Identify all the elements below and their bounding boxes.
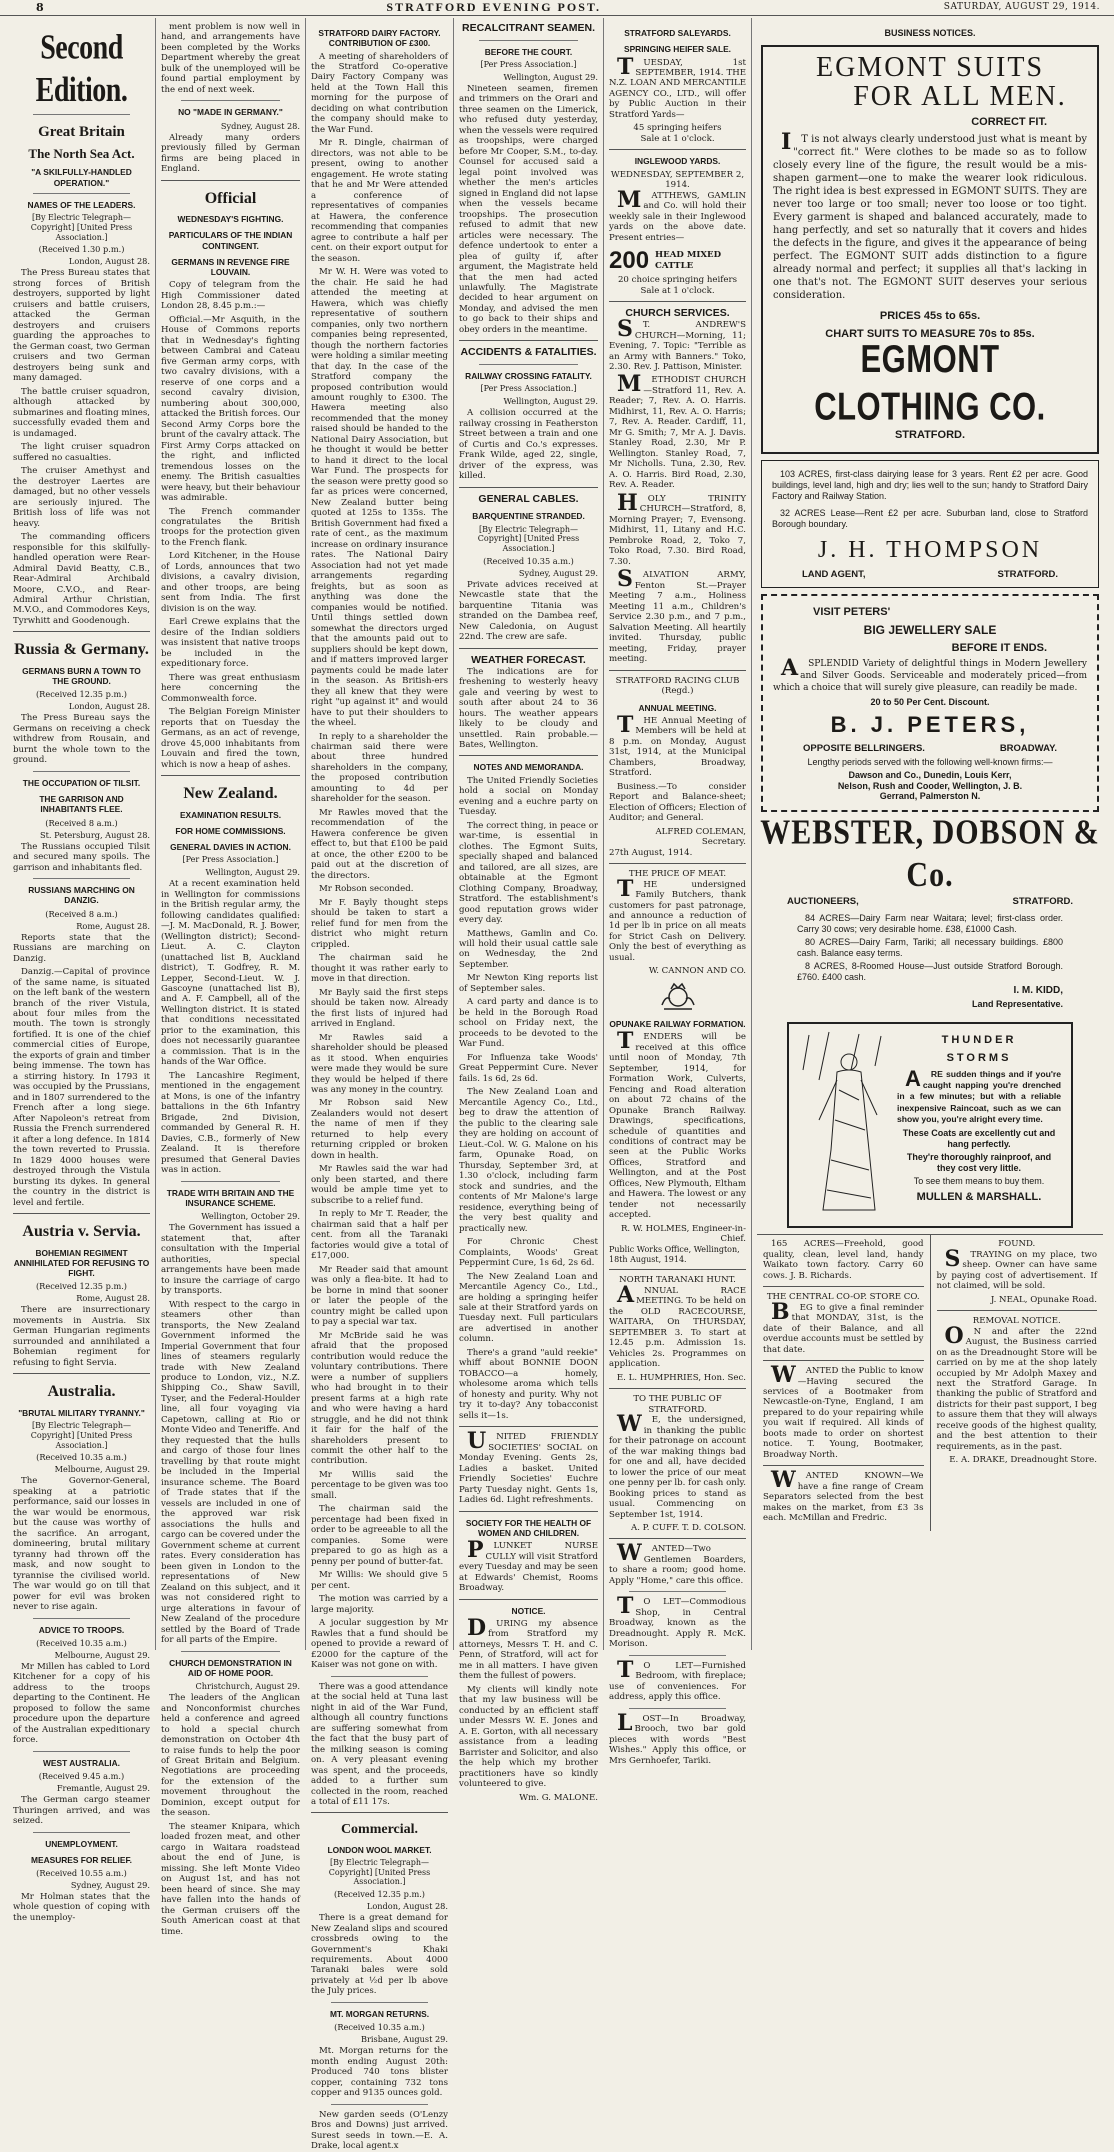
accidents-heading: ACCIDENTS & FATALITIES.: [460, 346, 597, 359]
subhead: WEST AUSTRALIA.: [43, 1757, 120, 1768]
dateline: Brisbane, August 29.: [360, 2034, 448, 2045]
ad-line: To see them means to buy them.: [913, 1175, 1045, 1186]
royal-crest-icon: [656, 981, 700, 1013]
dateline: Fremantle, August 29.: [56, 1783, 150, 1794]
ad-line: 103 ACRES, first-class dairying lease for 3 years. Rent £2 per acre. Good buildings, level land, high and dry; lies well to the sun; handy to Stratford Dairy Factory and Railway Station.: [772, 469, 1088, 501]
subhead: GERMANS BURN A TOWN TO THE GROUND.: [22, 665, 141, 687]
ad-line: Land Representative.: [971, 999, 1063, 1010]
paragraph: The indications are for freshening to westerly heavy gale and veering by west to south after about 24 to 36 hours. The weather appears likely to be cloudy and unsettled. Rain probable.—Bates, Wellington.: [459, 666, 598, 750]
paragraph: Mr Rawles said a shareholder should be pleased as it stood. When enquiries were made they would be sure they would be helped if there was any money in the country.: [311, 1032, 448, 1095]
subhead: GERMANS IN REVENGE FIRE LOUVAIN.: [171, 256, 290, 278]
paragraph: TENDERS will be received at this office until noon of Monday, 7th September, 1914, for Formation Work, Culverts, Fencing and Road alteration on about 72 chains of the Opunake Branch Railway. Drawings, specifications, schedule of quantities and conditions of contract may be seen at the Public Works Offices, Stratford and Wellington, and at the Post Offices, New Plymouth, Eltham and Hawera. The lowest or any tender not necessarily accepted.: [609, 1028, 746, 1221]
paragraph: WE, the undersigned, in thanking the public for their patronage on account of the war making things bad for one and all, have decided to lower the price of our meat one penny per lb. for cash only. Booking prices to stand as usual. Commencing on September 1st, 1914.: [609, 1411, 746, 1520]
ad-line: OPPOSITE BELLRINGERS.: [803, 742, 925, 754]
subhead: UNEMPLOYMENT.: [45, 1838, 118, 1849]
peters-advertisement: [761, 594, 1099, 813]
ad-line: 8 ACRES, 8-Roomed House—Just outside Stratford Borough. £760. £400 cash.: [797, 961, 1063, 983]
received-line: (Received 8 a.m.): [45, 817, 118, 828]
credit-line: [Per Press Association.]: [182, 855, 279, 865]
new-zealand-heading: New Zealand.: [183, 785, 278, 803]
paragraph: Danzig.—Capital of province of the same name, is situated on the left bank of the western branch of the river Vistula, about four miles from the mouth. The town is strongly fortified. It is one of the chief commercial cities of Europe, the exports of grain and timber being immense. The town has a stirring history. In 1793 it was occupied by the Prussians, and in 1807 surrendered to the French after a long siege. After Napoleon's retreat from Russia the French surrendered it after a long defence. In 1814 the town reverted to Prussia. In 1829 4000 houses were destroyed through the Vistula bursting its dykes. In general the country in the district is level and fertile.: [13, 967, 150, 1208]
paragraph: Mr Robson said New Zealanders would not desert the name of men if they returned to help every returning crippled or broken down in health.: [311, 1098, 448, 1161]
dateline: Christchurch, August 29.: [195, 1681, 300, 1692]
received-line: (Received 8 a.m.): [45, 908, 118, 919]
webster-dobson-name: WEBSTER, DOBSON & Co.: [760, 814, 1100, 895]
paragraph: Private advices received at Newcastle state that the barquentine Titania was stranded on the Dambea reef, New Caledonia, on August 22nd. The crew are safe.: [459, 579, 598, 643]
dateline: London, August 28.: [68, 701, 150, 712]
column-1: [8, 18, 156, 1923]
credit-line: [By Electric Telegraph—Copyright] [United Press Association.]: [477, 524, 580, 554]
signature: Wm. G. MALONE.: [519, 1792, 598, 1803]
official-heading: Official: [204, 189, 257, 207]
ad-body: ASPLENDID Variety of delightful things in Modern Jewellery and Silver Goods. Serviceable and moderately priced—from which a choice that will surely give pleasure, can readily be made.: [773, 655, 1087, 693]
paragraph: The battle cruiser squadron, although attacked by submarines and floating mines, successfully evaded them and is undamaged.: [13, 386, 150, 439]
subhead: BOHEMIAN REGIMENT ANNIHILATED FOR REFUSING TO FIGHT.: [13, 1247, 150, 1279]
paragraph: The correct thing, in peace or war-time, is essential in clothes. The Egmont Suits, specially shaped and balanced and tailored, are all sizes, are obtainable at the Egmont Clothing Company, Broadway, Stratford. The establishment's good reputation grows wider every day.: [459, 820, 598, 926]
dateline: Sydney, August 29.: [70, 1880, 150, 1890]
paragraph: A jocular suggestion by Mr Rawles that a fund should be opened to provide a reward of £2000 for the capture of the Kaiser was not gone on with.: [311, 1618, 448, 1671]
paragraph: Mr Willis said the percentage to be given was too small.: [311, 1469, 448, 1501]
paragraph: Copy of telegram from the High Commissioner dated London 28, 8.45 p.m.:—: [161, 280, 300, 312]
subhead: WEDNESDAY'S FIGHTING.: [177, 214, 284, 225]
newspaper-title: STRATFORD EVENING POST.: [386, 0, 602, 15]
subhead: OPUNAKE RAILWAY FORMATION.: [609, 1018, 746, 1029]
subhead: BARQUENTINE STRANDED.: [472, 511, 585, 522]
subhead: MT. MORGAN RETURNS.: [329, 2008, 430, 2019]
paragraph: There was a good attendance at the social held at Tuna last night in aid of the War Fund, although all country functions are suffering somewhat from the fact that the busy part of the milking season is coming on. A very pleasant evening was spent, and the proceeds, added to a further sum collected in the room, reached a total of £11 17s.: [311, 1681, 448, 1807]
subhead: THE GARRISON AND INHABITANTS FLEE.: [39, 794, 124, 815]
ad-line: I. M. KIDD,: [1013, 985, 1063, 997]
masthead: [0, 0, 1114, 16]
paragraph: HOLY TRINITY CHURCH—Stratford, 8, Morning Prayer; 7, Evensong. Midhirst, 11, Litany and H.C. Pembroke Road, 2, Toko 7, Toko Road, 7.30. Bird Road, 7.30.: [609, 489, 746, 567]
figure-in-raincoat-illustration: [799, 1030, 889, 1220]
paragraph: Official.—Mr Asquith, in the House of Commons reports that in Wednesday's fighting between Cambrai and Cateau five German army corps, with two cavalry divisions, with a reserve of one corps and a second cavalry division, numbering about 300,000, attacked the British forces. Our Second Army Corps bore the brunt of the cavalry attack. The First Army Corps attacked on the right, and inflicted tremendous losses on the enemy. The British casualties were heavy, but their behaviour was admirable.: [161, 314, 300, 504]
ad-line: CHART SUITS TO MEASURE 70s to 85s.: [825, 327, 1035, 340]
ad-line: These Coats are excellently cut and hang perfectly.: [902, 1127, 1056, 1149]
classified-ad: TO LET—Furnished Bedroom, with fireplace; use of conveniences. For address, apply this office.: [609, 1656, 746, 1703]
ad-line: Public Works Office, Wellington, 18th August, 1914.: [609, 1244, 740, 1264]
received-line: (Received 10.35 a.m.): [36, 1637, 127, 1648]
ad-body: IT is not always clearly understood just what is meant by "correct fit." Were clothes to be made so as to follow closely every line of the figure, the result would be a mis-shapen garment—one to make the wearer look ridiculous. The right idea is best expressed in EGMONT SUITS. They are never too large or too small; never too loose or too tight. Every garment is shaped and balanced accurately, made to hang perfectly, and set so naturally that it covers and hides the defects in the figure, and gives it the appearance of being perfect. The EGMONT SUIT adds distinction to a figure already normal and perfect; it supplies all that's lacking in one that's not. The EGMONT SUIT deserves your serious consideration.: [773, 129, 1087, 302]
subhead: NAMES OF THE LEADERS.: [27, 199, 136, 210]
paragraph: Business.—To consider Report and Balance-sheet; Election of Officers; Election of Auditor; and General.: [609, 781, 746, 824]
paragraph: The Russians occupied Tilsit and secured many spoils. The garrison and inhabitants fled.: [13, 841, 150, 873]
signature: R. W. HOLMES, Engineer-in-Chief.: [620, 1223, 746, 1245]
paragraph: A card party and dance is to be held in the Borough Road school on Friday next, the proceeds to be devoted to the War Fund.: [459, 997, 598, 1050]
dateline: Wellington, October 29.: [201, 1211, 300, 1222]
paragraph: The chairman said the percentage had been fixed in order to be agreeable to all the companies. Some were prepared to go as high as a penny per pound of butter-fat.: [311, 1504, 448, 1567]
ad-line: 27th August, 1914.: [609, 847, 693, 858]
paragraph: My clients will kindly note that my law business will be conducted by an efficient staff under Messrs W. E. Jones and A. E. Gorton, with all necessary assistance from a leading Barrister and Solicitor, and also the help which my brother practitioners have so kindly volunteered to give.: [459, 1684, 598, 1790]
paragraph: ST. ANDREW'S CHURCH—Morning, 11; Evening, 7. Topic: "Terrible as an Army with Banners." Toko, 2.30. Rev. J. Pattison, Minister.: [609, 316, 746, 372]
subhead: BEFORE THE COURT.: [484, 46, 573, 57]
paragraph: ANNUAL RACE MEETING. To be held on the OLD RACECOURSE, WAITARA, On THURSDAY, SEPTEMBER 3. To start at 12.45 p.m. Admission 1s. Vehicles 2s. Programmes on application.: [609, 1281, 746, 1370]
paragraph: The commanding officers responsible for this skilfully-handled operation were Rear-Admiral David Beatty, C.B., Rear-Admiral Archibald Moore, C.V.O., and Rear-Admiral Arthur Christian, M.V.O., and Commodores Keys, Tyrwhitt and Goodenough.: [13, 532, 150, 626]
paragraph: In reply to Mr T. Reader, the chairman said that a half per cent. from all the Taranaki factories would give a total of £17,000.: [311, 1209, 448, 1262]
paragraph: Matthews, Gamlin and Co. will hold their usual cattle sale on Wednesday, the 2nd September.: [459, 928, 598, 970]
cattle-count: 200: [609, 247, 650, 275]
paragraph: With respect to the cargo in steamers other than transports, the New Zealand Government informed the Imperial Government that four lines of steamers regularly trade with New Zealand produce to London, viz., N.Z. Shipping Co., Shaw Savill, Tyser, and the Federal-Houlder line, all four voyaging via Capetown, calling at Rio or Monte Video and Teneriffe. And they requested that the hulls and cargo of those four lines travelling by that route might be included in the Imperial insurance scheme. The Board of Trade states that if the vessels are included in one of the approved war risk associations the hulls and cargo can be covered under the Government scheme at current rates. Every consideration has been given in London to the representations of New Zealand on this subject, and it was not considered right to urge alterations in favour of New Zealand of the procedure settled by the Board of Trade for all parts of the Empire.: [161, 1299, 300, 1646]
ad-line: STRATFORD.: [894, 428, 966, 441]
ad-line: NORTH TARANAKI HUNT.: [619, 1275, 736, 1286]
ad-line: They're thoroughly rainproof, and they cost very little.: [906, 1151, 1052, 1173]
paragraph: A collision occurred at the railway crossing in Featherston Street between a train and one of Curtis and Co.'s expresses. Frank Wilde, aged 22, single, driver of the express, was killed.: [459, 408, 598, 482]
weather-heading: WEATHER FORECAST.: [471, 653, 586, 666]
subhead: "BRUTAL MILITARY TYRANNY.": [18, 1407, 145, 1418]
paragraph: Mt. Morgan returns for the month ending August 20th: Produced 740 tons blister copper, containing 732 tons copper and 9135 ounces gold.: [311, 2046, 448, 2099]
subhead: ANNUAL MEETING.: [638, 702, 717, 713]
storms-heading: STORMS: [946, 1051, 1012, 1064]
removal-heading: REMOVAL NOTICE.: [972, 1316, 1061, 1327]
signature: J. NEAL, Opunake Road.: [990, 1294, 1097, 1305]
received-line: (Received 10.35 a.m.): [36, 1452, 127, 1463]
paragraph: The chairman said he thought it was rather early to move in that direction.: [311, 953, 448, 985]
dateline: London, August 28.: [366, 1901, 448, 1912]
classified-ad: 165 ACRES—Freehold, good quality, clean, level land, handy Waikato town factory. Carry 60 cows. J. B. Richards.: [763, 1239, 924, 1281]
signature: A. P. CUFF. T. D. COLSON.: [631, 1523, 746, 1533]
paragraph: The Government has issued a statement that, after consultation with the Imperial authorities, special arrangements have been made to insure the carriage of cargo by transports.: [161, 1223, 300, 1297]
credit-line: [By Electric Telegraph—Copyright] [United Press Association.]: [328, 1857, 431, 1887]
paragraph: The French commander congratulates the British troops for the protection given to the French flank.: [161, 506, 300, 548]
paragraph: ment problem is now well in hand, and arrangements have been completed by the Works Department whereby the great bulk of the unemployed will be found partial employment by the end of next week.: [161, 22, 300, 95]
paragraph: The light cruiser squadron suffered no casualties.: [13, 442, 150, 463]
russia-heading: Russia & Germany.: [14, 641, 149, 659]
dateline: London, August 28.: [68, 256, 150, 267]
received-line: (Received 1.30 p.m.): [38, 244, 125, 255]
subhead: STRATFORD SALEYARDS.: [624, 28, 731, 38]
ad-line: Sale at 1 o'clock.: [640, 285, 715, 296]
paragraph: The New Zealand Loan and Mercantile Agency Co., Ltd., beg to draw the attention of the public to the clearing sale they are holding on account of Lieut.-Col. W. G. Malone on his farm, Opunake Road, on Thursday, September 3rd, at 1.30 o'clock, including farm stock and sundries, and the contents of Mr Malone's large residence, everything being of the very best quality and practically new.: [459, 1087, 598, 1234]
ad-line: HEAD MIXED CATTLE: [655, 250, 722, 271]
recalcitrant-heading: RECALCITRANT SEAMEN.: [462, 22, 595, 34]
paragraph: Mr Bayly said the first steps should be taken now. Already the first lists of injured had arrived in England.: [311, 987, 448, 1030]
signature: E. L. HUMPHRIES, Hon. Sec.: [616, 1372, 746, 1383]
ad-line: PRICES 45s to 65s.: [879, 310, 981, 323]
paragraph: There are insurrectionary movements in Austria. Six German Hungarian regiments surrounded and annihilated a Bohemian regiment for refusing to fight Servia.: [13, 1305, 150, 1368]
credit-line: [By Electric Telegraph—Copyright] [United Press Association.]: [30, 1421, 133, 1450]
paragraph: The Governor-General, speaking at a patriotic performance, said our losses in the war would be enormous, but the cause was worthy of the sacrifice. An arrogant, domineering, brutal military tyranny had thrown off the mask, and now sought to tyrannise the civilised world. The war would go on till that power for evil was broken never to rise again.: [13, 1476, 150, 1613]
signature: ALFRED COLEMAN, Secretary.: [655, 826, 746, 848]
paragraph: For Influenza take Woods' Great Peppermint Cure. Never fails. 1s 6d, 2s 6d.: [459, 1052, 598, 1084]
ad-line: 84 ACRES—Dairy Farm near Waitara; level; first-class order. Carry 30 cows; very desirable home. £38, £1000 Cash.: [797, 913, 1063, 935]
received-line: (Received 10.35 a.m.): [483, 555, 574, 566]
advertisement: TUESDAY, 1st SEPTEMBER, 1914. THE N.Z. LOAN AND MERCANTILE AGENCY CO., LTD., will offer by Public Auction in their Stratford Yards—: [609, 53, 746, 120]
thompson-advertisement: [761, 460, 1099, 588]
signature: W. CANNON AND CO.: [648, 966, 746, 977]
paragraph: At a recent examination held in Wellington for commissions in the British regular army, the following candidates qualified:—J. M. MacDonald, R. J. Bower, (Wellington district); Second-Lieut. A. C. Clayton (unattached list B, Auckland district), T. Godfrey, R. M. Lepper, Second-Lieut. W. J. Gascoyne (unattached list B), and A. F. Campbell, all of the Wellington district. It is stated that conditions necessitated prior to the examination, this does not necessarily guarantee a commission. That is in the hands of the War Office.: [161, 879, 300, 1068]
paragraph: New garden seeds (O'Lenzy Bros and Downs) just arrived. Surest seeds in town.—E. A. Drake, local agent.x: [311, 2109, 448, 2152]
dateline: St. Petersburg, August 28.: [39, 829, 150, 840]
paragraph: The Lancashire Regiment, mentioned in the engagement at Mons, is one of the infantry battalions in the 6th Infantry Brigade, 2nd Division, commanded by General R. H. Davies, C.B., formerly of New Zealand. It is therefore presumed that General Davies was in action.: [161, 1070, 300, 1176]
thompson-name: J. H. THOMPSON: [817, 536, 1043, 563]
subhead: FOR HOME COMMISSIONS.: [175, 825, 286, 836]
paragraph: DURING my absence from Stratford my attorneys, Messrs T. H. and C. Penn, of Stratford, will act for me in all matters. I have given them the fullest of powers.: [459, 1614, 598, 1682]
classified-ad: ON and after the 22nd August, the Business carried on as the Dreadnought Store will be carried on by me at the shop lately occupied by Mr Adolph Maxey and next the Stratford Garage. In thanking the public of Stratford and districts for their past support, I beg to assure them that they will always receive goods of the highest quality, and the best attention to their requirements, as in the past.: [936, 1322, 1097, 1452]
subhead: INGLEWOOD YARDS.: [634, 156, 721, 167]
paragraph: THE Annual Meeting of Members will be held at 8 p.m. on Monday, August 31st, 1914, at the Municipal Chambers, Broadway, Stratford.: [609, 711, 746, 779]
ad-line: STRATFORD.: [1012, 895, 1073, 907]
paragraph: A meeting of shareholders of the Stratford Co-operative Dairy Factory Company was held at the Town Hall this morning for the purpose of deciding on what contribution the company should make to the War Fund.: [311, 51, 448, 135]
classified-ad: WANTED the Public to know—Having secured the services of a Bootmaker from Newcastle-on-Tyne, England, I am prepared to do your repairing while you wait if required. All kinds of boots made to order on shortest notice. T. Young, Bootmaker, Broadway North.: [763, 1362, 924, 1460]
ad-line: 80 ACRES—Dairy Farm, Tariki; all necessary buildings. £800 cash. Balance easy terms.: [797, 937, 1063, 959]
australia-heading: Australia.: [47, 1383, 116, 1401]
ad-line: STRATFORD RACING CLUB (Regd.): [615, 675, 740, 697]
dateline: Sydney, August 29.: [518, 567, 598, 578]
column-5: [604, 18, 752, 1766]
dateline: Rome, August 28.: [76, 1293, 150, 1304]
classified-ad: WANTED KNOWN—We have a fine range of Cream Separators selected from the best makes on the market, from £3 3s each. McMillan and Fredric.: [763, 1467, 924, 1524]
subhead: SPRINGING HEIFER SALE.: [623, 44, 732, 55]
paragraph: SALVATION ARMY, Fenton St.—Prayer Meeting 7 a.m., Holiness Meeting 11 a.m., Children's Service 2.30 p.m., and 7 p.m., Salvation Meeting. All heartily invited. Thursday, public meeting, Friday, prayer meeting.: [609, 566, 746, 665]
paragraph: The motion was carried by a large majority.: [311, 1594, 448, 1615]
column-4: [454, 18, 604, 1803]
paragraph: METHODIST CHURCH—Stratford 11, Rev. A. Reader; 7, Rev. A. O. Harris. Midhirst, 11, Rev. A. O. Harris; 7, Rev. A. Reader. Cardiff, 11, Mr G. Smith; 7, Mr A. J. Davis. Stanley Road, 2.30, Mr P. Wellington. Stanley Road, 7, Mr Nicholls. Tuna, 2.30, Rev. A. O. Harris. Bird Road, 2.30, Rev. A. Reader.: [609, 371, 746, 491]
subhead: NO "MADE IN GERMANY.": [178, 107, 283, 118]
paragraph: Mr W. H. Were was voted to the chair. He said he had attended the meeting at Hawera, which was chiefly representative of southern companies, only two northern companies being represented, though the northern factories were holding a similar meeting that day. In the case of the Stratford company the proposed contribution would amount roughly to £300. The Hawera meeting also recommended that the money raised should be handed to the National Dairy Association, but he thought it would be better to hand it direct to the local War Fund. The prospects for the season were pretty good so far as prices were concerned, New Zealand butter being quoted at 125s to 135s. The British Government had fixed a rate of cent., as the maximum increase on ordinary insurance rates. The National Dairy Association had not yet made arrangements regarding freights, but as soon as anything was done the companies would be notified. Until things settled down somewhat the directors urged that the amounts paid out to suppliers should be kept down, and if matters improved larger payments could be made later in the season. As British-ers they all knew that they were right "up against it" and would have to put their shoulders to the wheel.: [311, 267, 448, 729]
subhead: "A SKILFULLY-HANDLED OPERATION.": [31, 167, 132, 188]
received-line: (Received 10.35 a.m.): [334, 2022, 425, 2033]
egmont-company: EGMONT CLOTHING CO.: [814, 336, 1046, 428]
ad-line: LAND AGENT,: [802, 569, 866, 581]
paragraph: Nineteen seamen, firemen and trimmers on the Orari and three seamen on the Limerick, who refused duty yesterday, when the vessels were required as troopships, were charged before Mr Cooper, S.M., to-day. Counsel for accused said a legal point involved was whether the men's articles signed in England did not lapse when the vessels became troopships. The prosecution refused to admit that new articles were necessary. The defence undertook to enter a plea of guilty if, after argument, the Magistrate held that the men had acted unlawfully. The Magistrate decided to hear argument on Monday, and advised the men to go back to their ships and obey orders in the meantime.: [459, 83, 598, 335]
column-3: [306, 18, 454, 2152]
ad-line: THE CENTRAL CO-OP. STORE CO.: [766, 1292, 920, 1303]
subhead: PARTICULARS OF THE INDIAN CONTINGENT.: [168, 230, 293, 251]
ad-line: Lengthy periods served with the following well-known firms:—: [807, 756, 1053, 767]
ad-line: BEFORE IT ENDS.: [951, 641, 1047, 654]
ad-line: STRATFORD.: [997, 569, 1058, 581]
subhead: STRATFORD DAIRY FACTORY. CONTRIBUTION OF £300.: [318, 28, 441, 49]
subhead: EXAMINATION RESULTS.: [179, 809, 282, 820]
credit-line: [Per Press Association.]: [480, 60, 577, 70]
paragraph: In reply to a shareholder the chairman said there were about three hundred shareholders in the company, the proposed contribution amounting to 4d per shareholder for the season.: [311, 731, 448, 805]
ad-line: THE PRICE OF MEAT.: [628, 869, 727, 880]
ad-line: 20 choice springing heifers: [617, 275, 738, 286]
dateline: Sydney, August 28.: [220, 120, 300, 131]
peters-name: B. J. PETERS,: [830, 712, 1030, 738]
signature: E. A. DRAKE, Dreadnought Store.: [949, 1455, 1097, 1466]
paragraph: The leaders of the Anglican and Nonconformist churches held a conference and agreed to hold a special church demonstration on October 4th to raise funds to help the poor of Great Britain and Belgium. Negotiations are proceeding for the extension of the movement throughout the Dominion, except output for the season.: [161, 1693, 300, 1819]
paragraph: There was great enthusiasm here concerning the Commonwealth force.: [161, 672, 300, 704]
ad-body: ARE sudden things and if you're caught napping you're drenched in a few minutes; but with a reliable inexpensive Raincoat, such as we can show you, you're alright every time.: [897, 1065, 1061, 1124]
ad-line: Dawson and Co., Dunedin, Louis Kerr, Nelson, Rush and Cooder, Wellington, J. B. Gerrand, Palmerston N.: [837, 769, 1023, 802]
dateline: Wellington, August 29.: [205, 867, 300, 878]
column-2: [156, 18, 306, 1937]
egmont-title: EGMONT SUITS: [815, 51, 1045, 83]
subhead: THE OCCUPATION OF TILSIT.: [22, 777, 141, 788]
classified-ad: WANTED—Two Gentlemen Boarders, to share a room; good home. Apply "Home," care this office.: [609, 1540, 746, 1586]
paragraph: Mr Reader said that amount was only a flea-bite. It had to be borne in mind that sooner or later the people of the country might be called upon to pay a special war tax.: [311, 1264, 448, 1328]
received-line: (Received 9.45 a.m.): [38, 1771, 125, 1782]
paragraph: The Belgian Foreign Minister reports that on Tuesday the Germans, as an act of revenge, drove 45,000 inhabitants from Louvain and fired the town, which is now a heap of ashes.: [161, 707, 300, 770]
paragraph: The Press Bureau says the Germans on receiving a check withdrew from Rousain, and burnt the whole town to the ground.: [13, 713, 150, 766]
dateline: Rome, August 28.: [76, 920, 150, 931]
austria-heading: Austria v. Servia.: [22, 1223, 141, 1241]
advertisement: UNITED FRIENDLY SOCIETIES' SOCIAL on Monday Evening. Gents 2s, Ladies a basket. United Friendly Societies' Euchre Party Tuesday night. Gents 1s, Ladies 6d. Light refreshments.: [459, 1428, 598, 1506]
credit-line: [Per Press Association.]: [480, 384, 577, 394]
subhead: TRADE WITH BRITAIN AND THE INSURANCE SCHEME.: [166, 1187, 295, 1208]
credit-line: [By Electric Telegraph—Copyright] [United Press Association.]: [30, 213, 133, 242]
business-notices-column: [752, 18, 1108, 1650]
received-line: (Received 12.35 p.m.): [35, 689, 127, 700]
received-line: (Received 12.35 p.m.): [333, 1889, 425, 1900]
received-line: (Received 12.35 p.m.): [35, 1281, 127, 1292]
subhead: RUSSIANS MARCHING ON DANZIG.: [28, 885, 135, 906]
paragraph: Mr F. Bayly thought steps should be taken to start a relief fund for men from the district who might return crippled.: [311, 897, 448, 950]
edition-heading: Second Edition.: [35, 28, 128, 111]
advertisement: MATTHEWS, GAMLIN and Co. will hold their weekly sale in their Inglewood yards on the above date. Present entries—: [609, 186, 746, 243]
dateline: Wellington, August 29.: [503, 71, 598, 82]
dateline: Melbourne, August 29.: [54, 1464, 150, 1475]
ad-line: VISIT PETERS': [813, 605, 891, 618]
page-number: 8: [36, 0, 44, 14]
paragraph: Lord Kitchener, in the House of Lords, announces that two divisions, a cavalry division, and other troops, are being sent from India. The first division is on the way.: [161, 551, 300, 614]
dateline: Melbourne, August 29.: [54, 1649, 150, 1660]
north-sea-heading: The North Sea Act.: [28, 145, 135, 161]
found-heading: FOUND.: [998, 1239, 1036, 1250]
ad-line: TO THE PUBLIC OF STRATFORD.: [633, 1394, 722, 1415]
ad-line: BROADWAY.: [999, 742, 1057, 754]
paragraph: Mr Willis: We should give 5 per cent.: [311, 1570, 448, 1591]
paragraph: Mr Holman states that the whole question of coping with the unemploy-: [13, 1892, 150, 1923]
paragraph: Mr Newton King reports list of September sales.: [459, 973, 598, 994]
ad-line: Sale at 1 o'clock.: [640, 133, 715, 144]
advertisement: PLUNKET NURSE CULLY will visit Stratford every Tuesday and may be seen at Edwards' Chemist, Rooms Broadway.: [459, 1537, 598, 1594]
great-britain-heading: Great Britain: [38, 124, 125, 141]
church-heading: CHURCH SERVICES.: [625, 307, 730, 320]
received-line: (Received 10.55 a.m.): [36, 1868, 127, 1878]
business-notices-heading: BUSINESS NOTICES.: [884, 28, 976, 38]
paragraph: There's a grand "auld reekie" whiff about BONNIE DOON TOBACCO—a homely, wholesome aroma which tells of honesty and purity. Why not try it to-day? Any tobacconist sells it—1s.: [459, 1347, 598, 1421]
ad-line: 45 springing heifers: [633, 123, 722, 134]
paragraph: Earl Crewe explains that the desire of the Indian soldiers was insistent that native troops be included in the expeditionary force.: [161, 617, 300, 670]
classified-ad: STRAYING on my place, two sheep. Owner can have same by paying cost of advertisement. If not claimed, will be sold.: [936, 1245, 1097, 1292]
paragraph: Reports state that the Russians are marching on Danzig.: [13, 932, 150, 964]
paragraph: There is a great demand for New Zealand slips and scoured crossbreds owing to the Government's Khaki requirements. About 4000 Taranaki bales were sold privately at ½d per lb above the July prices.: [311, 1913, 448, 1997]
thunder-heading: THUNDER: [941, 1034, 1017, 1047]
subhead: GENERAL DAVIES IN ACTION.: [170, 842, 291, 853]
paragraph: The New Zealand Loan and Mercantile Agency Co., Ltd., are holding a springing heifer sale at their Stratford yards on Tuesday next. Full particulars are advertised in another column.: [459, 1271, 598, 1345]
paragraph: Mr Millen has cabled to Lord Kitchener for a copy of his address to the troops departing to the Continent. He proposed to follow the same procedure upon the departure of the Australian expeditionary force.: [13, 1661, 150, 1746]
classified-ad: TO LET—Commodious Shop, in Central Broadway, known as the Dreadnought. Apply R. McK. Morison.: [609, 1593, 746, 1650]
egmont-title: FOR ALL MEN.: [853, 81, 1067, 113]
paragraph: Mr Robson seconded.: [319, 884, 414, 895]
paragraph: The Press Bureau states that strong forces of British destroyers, supported by light cruisers and battle cruisers, attacked the German destroyers and cruisers guarding the approaches to the German coast, two German cruisers and two German destroyers being sunk and many damaged.: [13, 268, 150, 384]
cables-heading: GENERAL CABLES.: [478, 492, 579, 505]
ad-line: CORRECT FIT.: [971, 115, 1047, 128]
mullen-advertisement: [787, 1022, 1073, 1228]
ad-line: WEDNESDAY, SEPTEMBER 2, 1914.: [610, 169, 745, 191]
classified-ad: LOST—In Broadway, Brooch, two bar gold pieces with words "Best Wishes." Apply this office, or Mrs Gernhoefer, Tariki.: [609, 1709, 746, 1766]
commercial-heading: Commercial.: [340, 1822, 419, 1838]
issue-date: SATURDAY, AUGUST 29, 1914.: [943, 2, 1100, 13]
ad-line: 20 to 50 Per Cent. Discount.: [870, 697, 990, 708]
paragraph: The German cargo steamer Thuringen arrived, and was seized.: [13, 1795, 150, 1827]
paragraph: Already many orders previously filled by German firms are being placed in England.: [161, 132, 300, 175]
paragraph: The steamer Knipara, which loaded frozen meat, and other cargo in Waitara roadstead about the end of June, is missing. She left Monte Video on August 1st, and has not been heard of since. She may have fallen into the hands of the German cruisers off the South American coast at that time.: [161, 1821, 300, 1937]
subhead: LONDON WOOL MARKET.: [327, 1844, 432, 1855]
paragraph: The cruiser Amethyst and the destroyer Laertes are damaged, but no other vessels are seriously injured. The British loss of life was not heavy.: [13, 466, 150, 529]
classified-ad: BEG to give a final reminder that MONDAY, 31st, is the date of their Balance, and all overdue accounts must be settled by that date.: [763, 1298, 924, 1355]
paragraph: Mr McBride said he was afraid that the proposed contribution would reduce the voluntary contributions. There were a number of suppliers who had brought in to their present farms at a high rate and who were having a hard struggle, and he did not think it fair for the half of the shareholders present to commit the other half to the contribution.: [311, 1330, 448, 1467]
subhead: NOTES AND MEMORANDA.: [473, 762, 584, 773]
subhead: RAILWAY CROSSING FATALITY.: [465, 371, 592, 382]
subhead: CHURCH DEMONSTRATION IN AID OF HOME POOR.: [169, 1657, 292, 1678]
paragraph: Mr Rawles moved that the recommendation of the Hawera conference be given effect to, but that £100 be paid at once, the other £200 to be paid out at the discretion of the directors.: [311, 807, 448, 881]
ad-line: 32 ACRES Lease—Rent £2 per acre. Suburban land, close to Stratford Borough boundary.: [772, 507, 1088, 529]
paragraph: Mr R. Dingle, chairman of directors, was not able to be present, owing to another engagement. He wrote stating that he and Mr Were attended a conference of representatives of companies at Hawera, the conference recommending that companies agree to contribute a half per cent. on their export output for the season.: [311, 138, 448, 264]
ad-line: AUCTIONEERS,: [787, 895, 859, 907]
subhead: SOCIETY FOR THE HEALTH OF WOMEN AND CHILDREN.: [465, 1517, 592, 1538]
paragraph: For Chronic Chest Complaints, Woods' Great Peppermint Cure, 1s 6d, 2s 6d.: [459, 1237, 598, 1269]
mullen-name: MULLEN & MARSHALL.: [916, 1190, 1042, 1203]
paragraph: The United Friendly Societies hold a social on Monday evening and a euchre party on Tuesday.: [459, 775, 598, 818]
paragraph: THE undersigned Family Butchers, thank customers for past patronage, and announce a reduction of 1d per lb in price on all meats for Strict Cash on Delivery. Only the best of everything as usual.: [609, 875, 746, 963]
ad-line: BIG JEWELLERY SALE: [863, 623, 997, 638]
egmont-advertisement: [761, 45, 1099, 454]
paragraph: Mr Rawles said the war had only been started, and there would be ample time yet to subscribe to a relief fund.: [311, 1164, 448, 1206]
subhead: MEASURES FOR RELIEF.: [31, 1854, 132, 1865]
dateline: Wellington, August 29.: [503, 396, 598, 407]
subhead: NOTICE.: [511, 1605, 546, 1616]
subhead: ADVICE TO TROOPS.: [38, 1624, 125, 1635]
